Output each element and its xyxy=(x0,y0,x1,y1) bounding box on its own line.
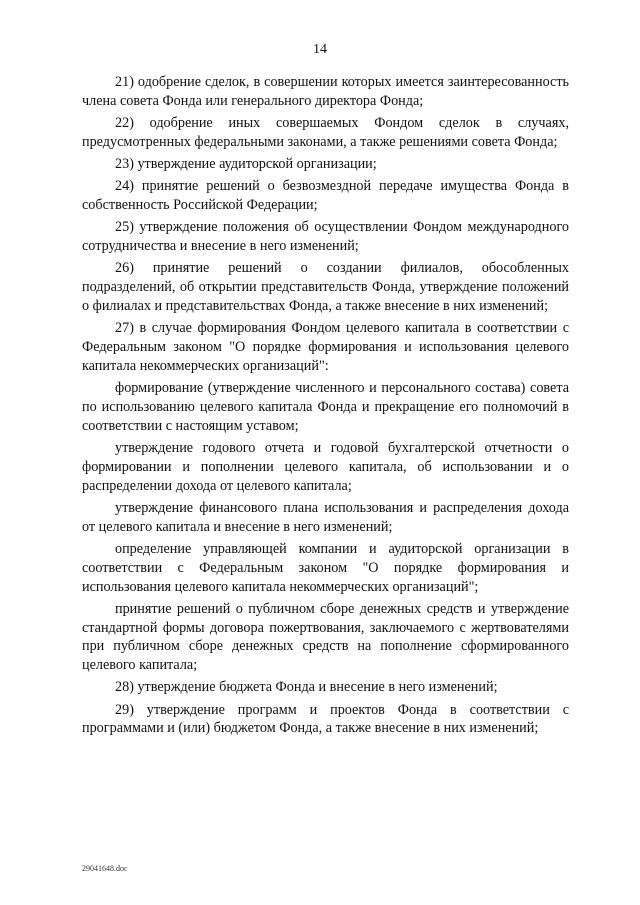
paragraph-item-28: 28) утверждение бюджета Фонда и внесение в него изменений; xyxy=(115,679,498,696)
paragraph-item-21: 21) одобрение сделок, в совершении которых имеется заинтересованность члена совета Фонда или генерального директора Фонда; xyxy=(82,74,569,109)
paragraph-item-27: 27) в случае формирования Фондом целевого капитала в соответствии с Федеральным законом "О порядке формирования и использования целевого капитала некоммерческих организаций": xyxy=(82,320,569,374)
paragraph-item-26: 26) принятие решений о создании филиалов, обособленных подразделений, об открытии представительств Фонда, утверждение положений о филиалах и представительствах Фонда, а также внесение в них изменений; xyxy=(82,260,569,314)
paragraph-item-29: 29) утверждение программ и проектов Фонда в соответствии с программами и (или) бюджетом Фонда, а также внесение в них изменений; xyxy=(82,701,569,737)
paragraph-subitem-annual-report: утверждение годового отчета и годовой бухгалтерской отчетности о формировании и пополнении целевого капитала, об использовании и о распределении дохода от целевого капитала; xyxy=(82,439,569,494)
paragraph-item-25: 25) утверждение положения об осуществлении Фондом международного сотрудничества и внесение в него изменений; xyxy=(82,219,569,254)
paragraph-subitem-public-fundraising: принятие решений о публичном сборе денежных средств и утверждение стандартной формы договора пожертвования, заключаемого с жертвователями при публичном сборе денежных средств на пополнение сформированного целевого капитала; xyxy=(82,600,569,674)
paragraph-item-22: 22) одобрение иных совершаемых Фондом сделок в случаях, предусмотренных федеральными законами, а также решениями совета Фонда; xyxy=(82,115,569,150)
paragraph-item-24: 24) принятие решений о безвозмездной передаче имущества Фонда в собственность Российской Федерации; xyxy=(82,178,569,213)
paragraph-subitem-council: формирование (утверждение численного и персонального состава) совета по использованию целевого капитала Фонда и прекращение его полномочий в соответствии с настоящим уставом; xyxy=(82,379,569,434)
paragraph-subitem-financial-plan: утверждение финансового плана использования и распределения дохода от целевого капитала и внесение в него изменений; xyxy=(82,499,569,535)
document-body xyxy=(82,73,569,742)
footer-filename: 29041648.doc xyxy=(82,864,128,873)
page-number: 14 xyxy=(313,42,327,57)
paragraph-subitem-management-company: определение управляющей компании и аудиторской организации в соответствии с Федеральным законом "О порядке формирования и использования целевого капитала некоммерческих организаций"; xyxy=(82,540,569,595)
paragraph-item-23: 23) утверждение аудиторской организации; xyxy=(115,156,377,172)
